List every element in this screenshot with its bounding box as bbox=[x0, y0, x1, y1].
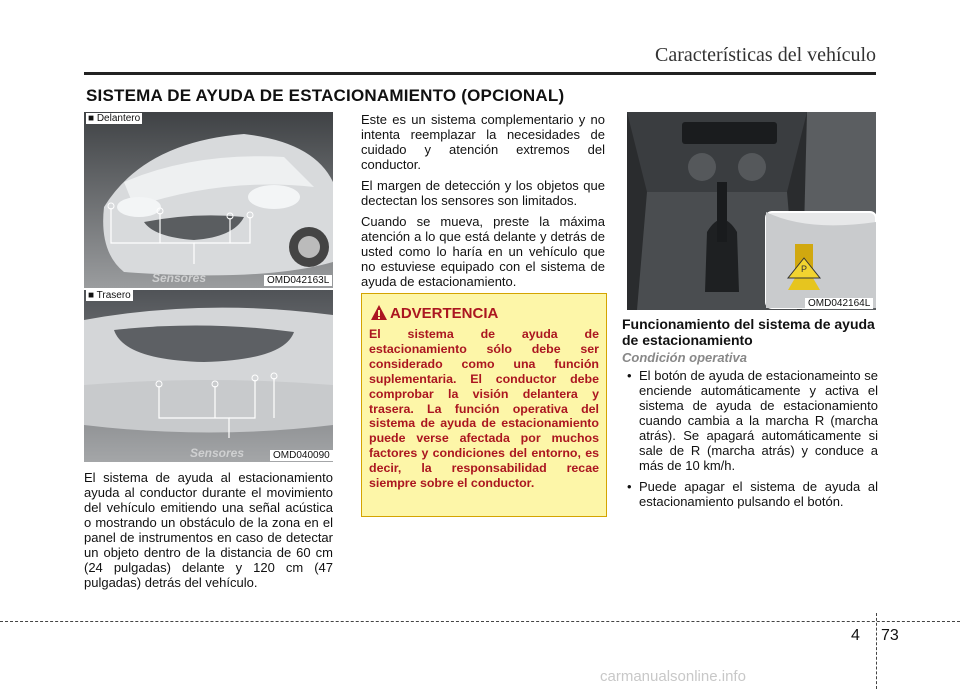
warning-box bbox=[361, 293, 607, 517]
middle-paragraph-3: Cuando se mueva, preste la máxima atención a lo que está delante y detrás de usted como lo haría en un vehículo que no estuviese equipado con el sistema de ayuda de estacionamiento. bbox=[361, 214, 605, 289]
front-figure-code: OMD042163L bbox=[264, 275, 332, 286]
warning-text: El sistema de ayuda de estacionamiento sólo debe ser considerado como una función suplementaria. El conductor debe comprobar la visión delantera y trasera. La función operativa del sistema de ayuda de estacionamiento puede verse afectada por muchos factores y condiciones del entorno, es decir, la responsabilidad recae siempre sobre el conductor. bbox=[369, 327, 599, 491]
chapter-title: Características del vehículo bbox=[654, 44, 876, 66]
footer-rule bbox=[0, 621, 960, 622]
list-item: • El botón de ayuda de estacionameinto se enciende automáticamente y activa el sistema de ayuda de estacionamiento cuando cambia a la marcha R (marcha atrás). Se apagará automáticamente si sale de R (marcha atrás) y conduce a más de 10 km/h. bbox=[622, 368, 878, 473]
section-title: SISTEMA DE AYUDA DE ESTACIONAMIENTO (OPCIONAL) bbox=[86, 86, 565, 105]
rear-sensors-label: Sensores bbox=[190, 446, 245, 460]
left-paragraph: El sistema de ayuda al estacionamiento ayuda al conductor durante el movimiento del vehículo emitiendo una señal acústica o mostrando un obstáculo de la zona en el panel de instrumentos en caso de detectar un objeto dentro de la distancia de 60 cm (24 pulgadas) delante y 120 cm (47 pulgadas) detrás del vehículo. bbox=[84, 470, 333, 590]
warning-title: ADVERTENCIA bbox=[390, 305, 499, 322]
middle-paragraph-1: Este es un sistema complementario y no intenta reemplazar la necesidades de cuidado y atención extremos del conductor. bbox=[361, 112, 605, 172]
rear-figure-tag: ■ Trasero bbox=[86, 290, 133, 301]
watermark: carmanualsonline.info bbox=[600, 668, 746, 685]
condition-list bbox=[622, 368, 878, 515]
front-sensors-label: Sensores bbox=[152, 271, 207, 285]
rear-figure-code: OMD040090 bbox=[270, 450, 333, 461]
chapter-number: 4 bbox=[851, 627, 860, 644]
console-figure bbox=[627, 112, 876, 310]
subsection-title: Funcionamiento del sistema de ayuda de estacionamiento bbox=[622, 316, 875, 348]
rear-car-figure bbox=[84, 290, 333, 462]
warning-icon bbox=[370, 304, 388, 321]
list-item: • Puede apagar el sistema de ayuda al estacionamiento pulsando el botón. bbox=[622, 479, 878, 509]
svg-text:P: P bbox=[800, 264, 808, 274]
front-car-figure bbox=[84, 112, 333, 288]
page-number: 73 bbox=[881, 627, 899, 644]
front-figure-tag: ■ Delantero bbox=[86, 113, 142, 124]
header-rule bbox=[84, 72, 876, 75]
middle-paragraph-2: El margen de detección y los objetos que dectectan los sensores son limitados. bbox=[361, 178, 605, 208]
console-figure-code: OMD042164L bbox=[805, 298, 873, 309]
condition-title: Condición operativa bbox=[622, 350, 747, 365]
footer-divider bbox=[876, 613, 877, 689]
middle-text bbox=[361, 112, 605, 295]
